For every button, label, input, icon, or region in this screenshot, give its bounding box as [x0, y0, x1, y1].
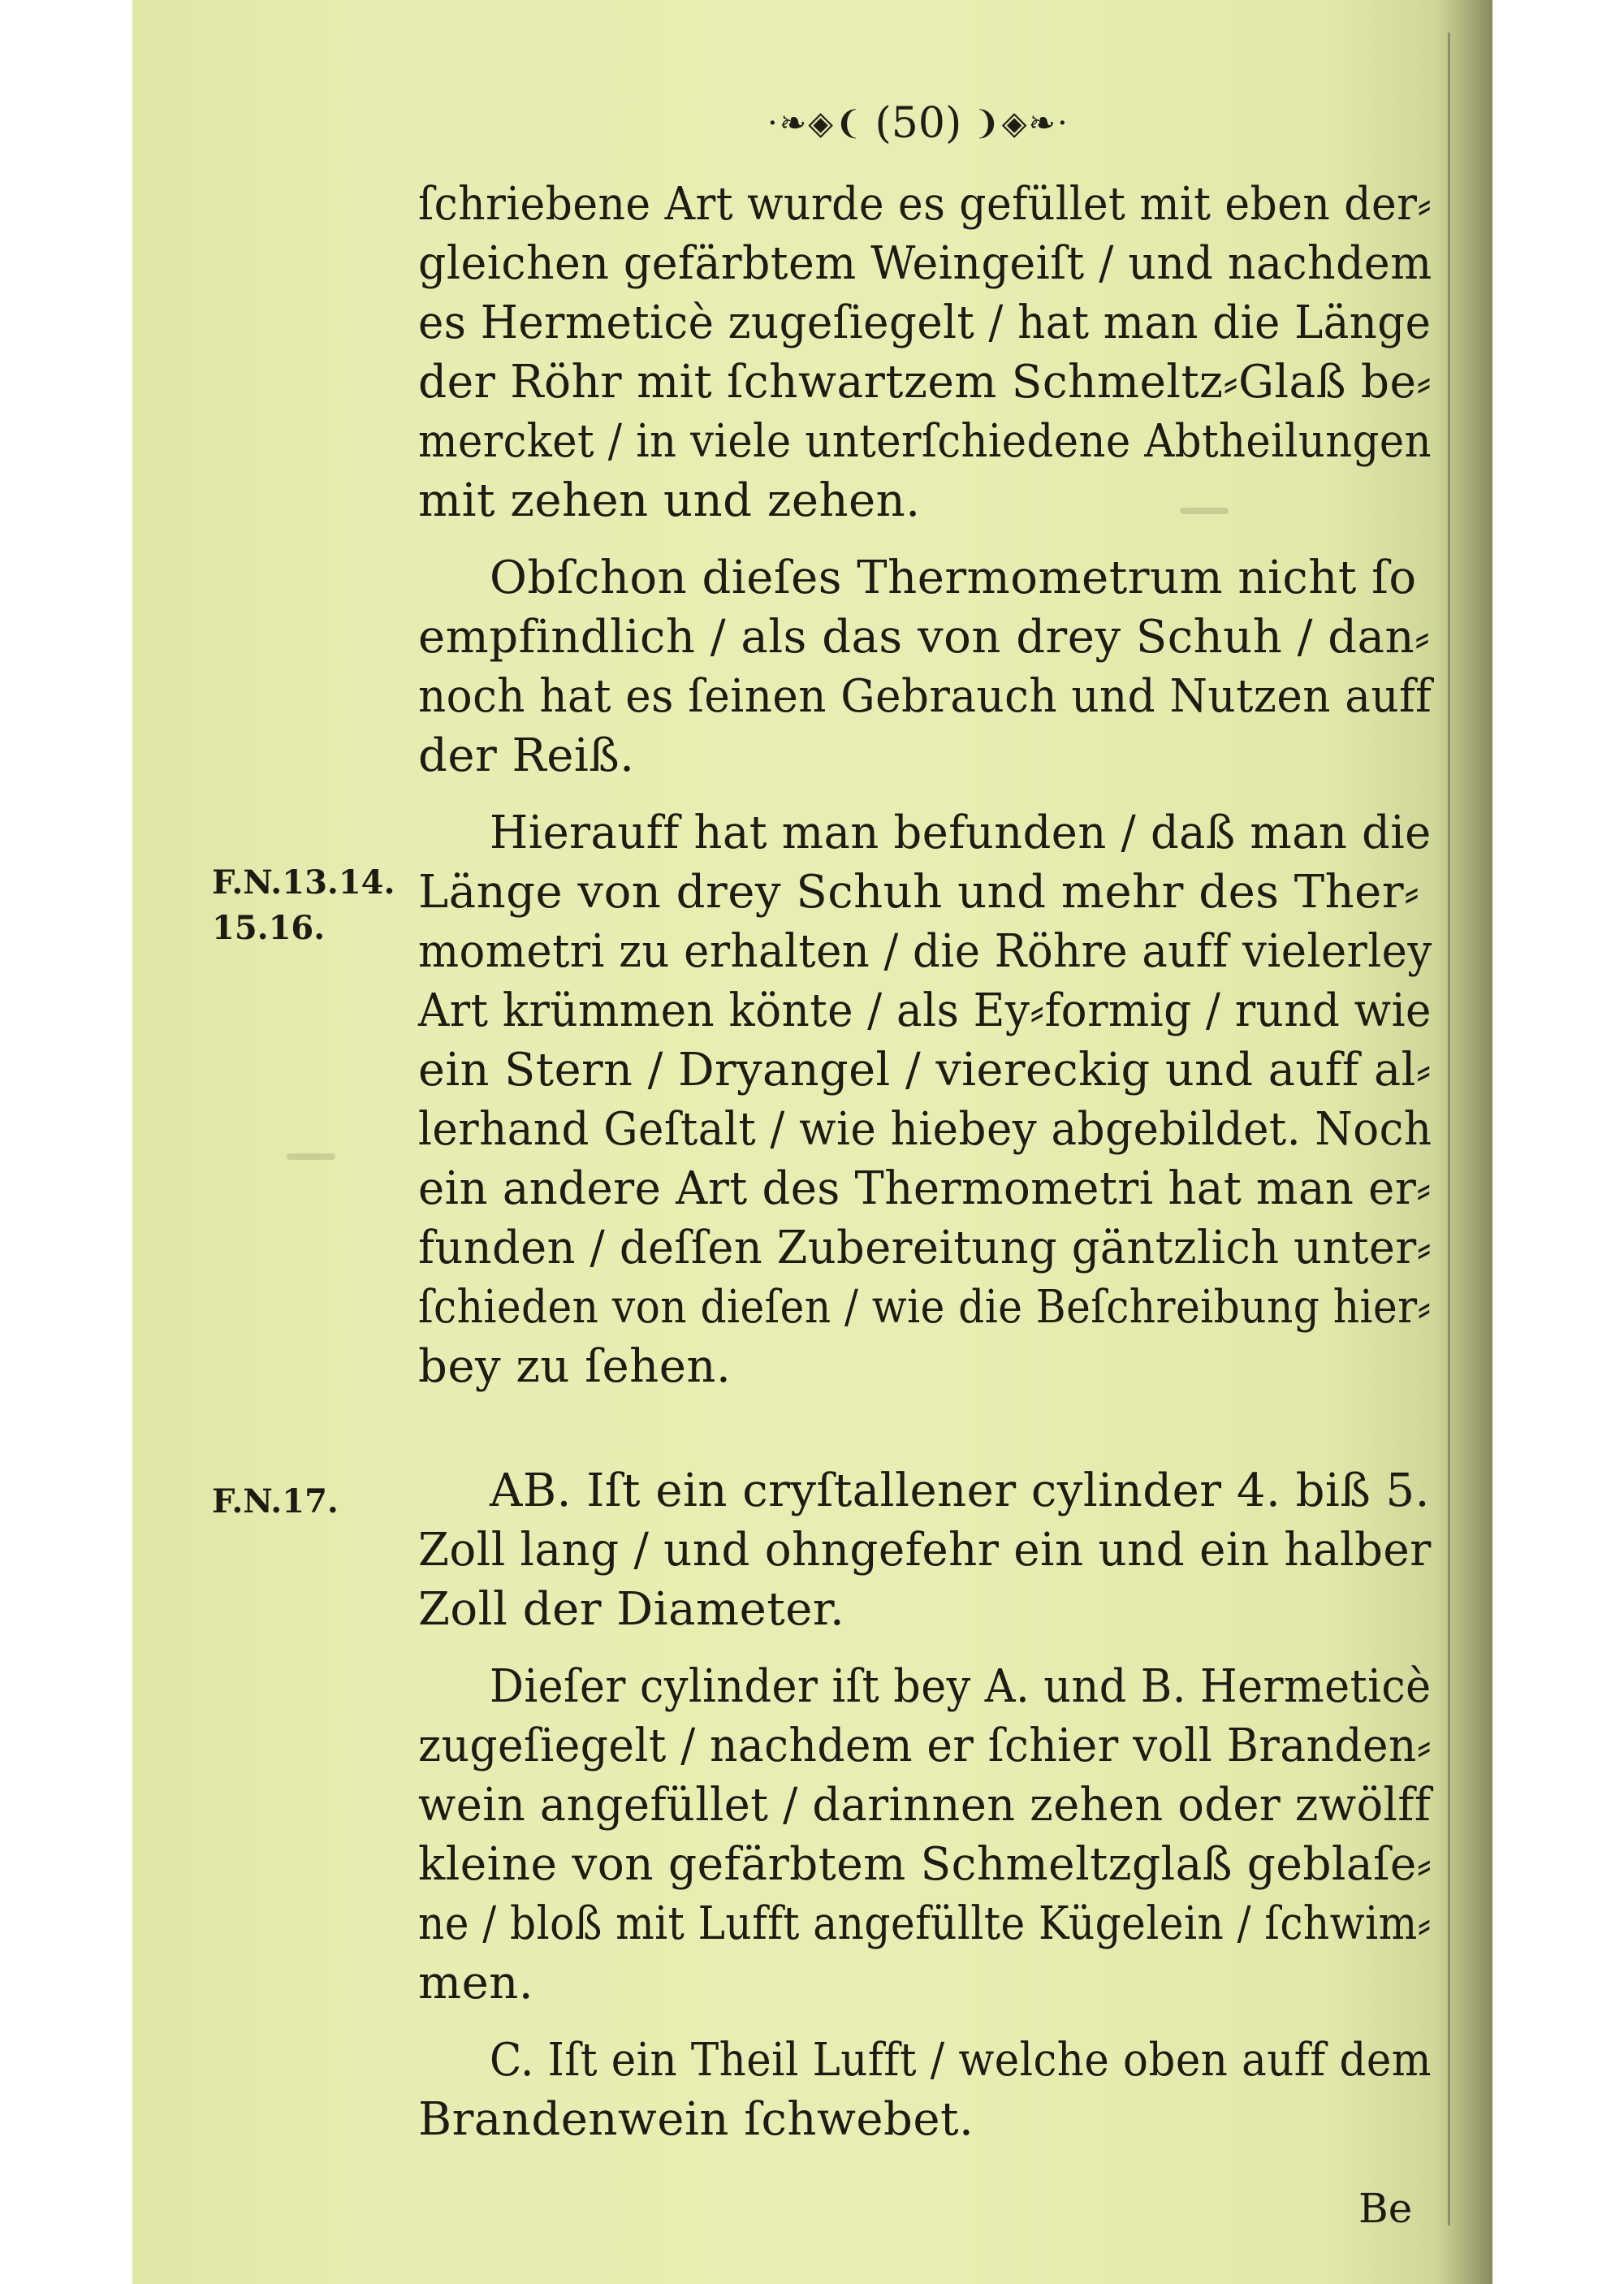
text-line: es Hermeticè zugeſiegelt / hat man die Länge — [418, 296, 1432, 349]
paper-smudge — [1180, 508, 1229, 514]
text-line: Zoll der Diameter. — [418, 1583, 845, 1636]
text-line: bey zu ſehen. — [418, 1340, 732, 1393]
text-line: ſchriebene Art wurde es gefüllet mit eben der⸗ — [418, 178, 1432, 231]
margin-note: F.N.13.14. — [212, 863, 395, 902]
text-line: Obſchon dieſes Thermometrum nicht ſo — [490, 552, 1417, 604]
page-number: (50) — [875, 98, 962, 148]
running-head — [767, 96, 1092, 161]
text-line: Länge von drey Schuh und mehr des Ther⸗ — [418, 866, 1420, 919]
paper-smudge — [287, 1153, 335, 1160]
text-line: empfindlich / als das von drey Schuh / dan⸗ — [418, 611, 1431, 664]
text-line: mit zehen und zehen. — [418, 474, 921, 527]
page-gutter-shadow — [1436, 0, 1492, 2284]
text-line: kleine von gefärbtem Schmeltzglaß geblaſe⸗ — [418, 1838, 1432, 1891]
text-line: AB. Iſt ein cryſtallener cylinder 4. biß 5. — [490, 1464, 1430, 1517]
text-line: gleichen gefärbtem Weingeiſt / und nachdem — [418, 237, 1432, 290]
text-line: noch hat es ſeinen Gebrauch und Nutzen auff — [418, 670, 1432, 723]
catchword: Be — [1358, 2185, 1413, 2232]
margin-note: 15.16. — [212, 909, 326, 947]
text-line: Dieſer cylinder iſt bey A. und B. Hermeticè — [490, 1660, 1432, 1713]
text-line: der Röhr mit ſchwartzem Schmeltz⸗Glaß be⸗ — [418, 356, 1432, 409]
text-line: C. Iſt ein Theil Lufft / welche oben auff dem — [490, 2034, 1432, 2087]
text-line: funden / deſſen Zubereitung gäntzlich unter⸗ — [418, 1222, 1432, 1274]
text-line: Zoll lang / und ohngefehr ein und ein halber — [418, 1524, 1432, 1577]
text-line: ein andere Art des Thermometri hat man er⸗ — [418, 1162, 1432, 1215]
text-line: ne / bloß mit Lufft angefüllte Kügelein / ſchwim⸗ — [418, 1897, 1432, 1950]
ornament-left: ·❧◈❨ — [767, 104, 864, 142]
text-line: mometri zu erhalten / die Röhre auff vielerley — [418, 925, 1432, 978]
text-line: men. — [418, 1957, 534, 2009]
text-line: mercket / in viele unterſchiedene Abtheilungen — [418, 415, 1432, 468]
text-line: Hierauff hat man befunden / daß man die — [490, 807, 1432, 859]
text-line: der Reiß. — [418, 729, 635, 782]
binding-fold — [1448, 32, 1450, 2226]
text-line: zugeſiegelt / nachdem er ſchier voll Branden⸗ — [418, 1719, 1432, 1772]
text-line: wein angefüllet / darinnen zehen oder zwölff — [418, 1779, 1432, 1832]
text-line: ſchieden von dieſen / wie die Beſchreibung hier⸗ — [418, 1281, 1432, 1334]
text-line: lerhand Geſtalt / wie hiebey abgebildet. Noch — [418, 1103, 1432, 1156]
ornament-right: ❩◈❧· — [973, 104, 1069, 142]
text-line: Brandenwein ſchwebet. — [418, 2093, 974, 2146]
text-line: ein Stern / Dryangel / viereckig und auff al⸗ — [418, 1044, 1432, 1097]
text-line: Art krümmen könte / als Ey⸗formig / rund wie — [418, 984, 1432, 1037]
margin-note: F.N.17. — [212, 1482, 339, 1521]
scanned-page — [132, 0, 1492, 2284]
